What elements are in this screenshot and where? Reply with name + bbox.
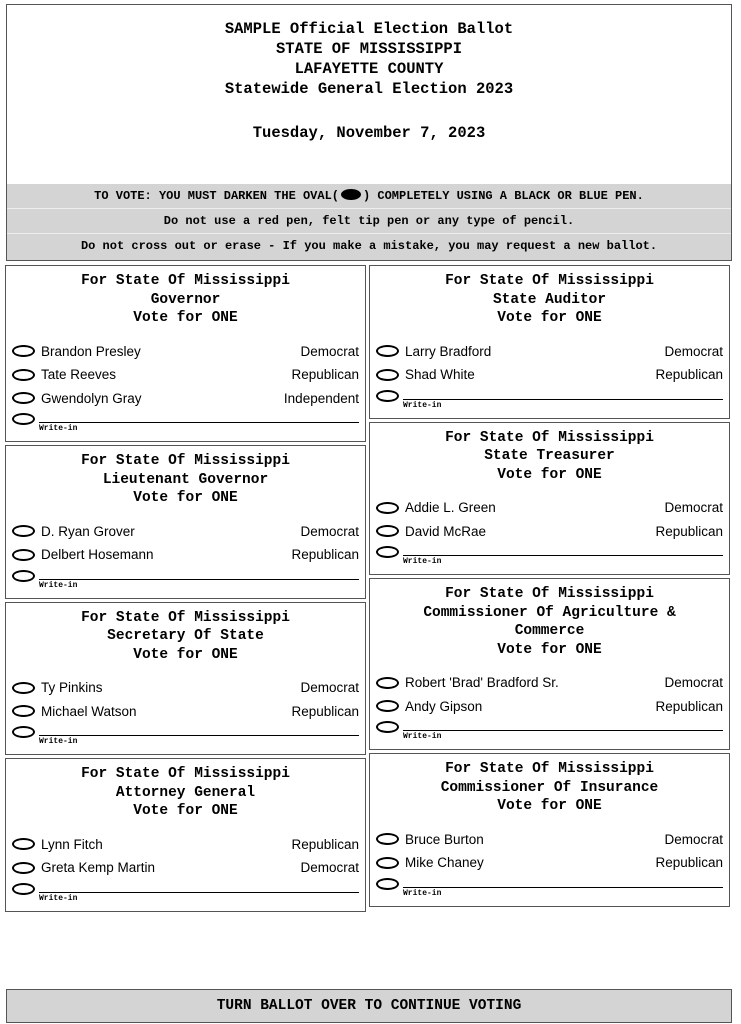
write-in-label: Write-in — [39, 893, 78, 903]
race-box — [5, 758, 366, 912]
race-heading-line: Vote for ONE — [497, 466, 602, 483]
race-box — [5, 265, 366, 442]
candidate-row[interactable] — [370, 496, 729, 520]
candidate-party: Democrat — [300, 343, 359, 359]
race-heading-line: For State Of Mississippi — [81, 609, 290, 626]
instruction-line-2: Do not use a red pen, felt tip pen or any type of pencil. — [7, 209, 731, 234]
candidate-party: Independent — [283, 390, 359, 406]
candidate-party: Democrat — [664, 500, 723, 516]
race-heading — [370, 754, 729, 816]
candidate-row[interactable] — [6, 856, 365, 880]
ballot-date: Tuesday, November 7, 2023 — [252, 124, 486, 142]
ballot-county: LAFAYETTE COUNTY — [294, 60, 444, 78]
candidate-name: Tate Reeves — [41, 367, 117, 383]
write-in-line[interactable] — [39, 735, 359, 736]
candidate-party: Republican — [655, 698, 723, 714]
candidate-row[interactable] — [6, 387, 365, 411]
vote-oval[interactable] — [12, 369, 35, 381]
race-heading-line: For State Of Mississippi — [445, 429, 654, 446]
write-in-row[interactable] — [6, 410, 365, 441]
left-column — [5, 265, 366, 915]
candidate-name: Greta Kemp Martin — [41, 860, 156, 876]
candidate-list — [6, 520, 365, 567]
write-in-oval[interactable] — [376, 546, 399, 558]
race-heading-line: Vote for ONE — [497, 310, 602, 326]
candidate-party: Republican — [291, 836, 359, 852]
candidate-name: Brandon Presley — [41, 343, 141, 359]
voting-instructions — [6, 184, 732, 261]
candidate-row[interactable] — [6, 543, 365, 567]
candidate-name: Andy Gipson — [405, 698, 483, 714]
race-heading-line: Vote for ONE — [133, 310, 238, 326]
race-heading — [370, 579, 729, 659]
candidate-party: Republican — [291, 547, 359, 563]
race-heading — [6, 603, 365, 665]
candidate-party: Republican — [655, 367, 723, 383]
candidate-list — [370, 340, 729, 387]
ballot-title: SAMPLE Official Election Ballot — [224, 20, 514, 38]
candidate-name: Shad White — [405, 367, 475, 383]
race-heading — [6, 446, 365, 508]
candidate-row[interactable] — [370, 828, 729, 852]
candidate-row[interactable] — [6, 676, 365, 700]
race-heading — [370, 423, 729, 485]
write-in-row[interactable] — [370, 387, 729, 418]
instruction-line-3: Do not cross out or erase - If you make a mistake, you may request a new ballot. — [80, 239, 658, 253]
race-heading-line: State Treasurer — [484, 448, 615, 464]
write-in-oval[interactable] — [12, 413, 35, 425]
race-heading — [6, 266, 365, 328]
write-in-oval[interactable] — [376, 721, 399, 733]
race-heading-line: For State Of Mississippi — [445, 586, 654, 602]
candidate-list — [6, 833, 365, 880]
candidate-row[interactable] — [370, 363, 729, 387]
race-heading-line: Lieutenant Governor — [102, 471, 269, 488]
filled-oval-icon — [341, 189, 361, 200]
write-in-row[interactable] — [370, 543, 729, 574]
ballot-header — [6, 4, 732, 185]
candidate-name: David McRae — [405, 523, 487, 539]
write-in-row[interactable] — [370, 718, 729, 749]
candidate-name: Michael Watson — [41, 703, 137, 719]
candidate-name: Delbert Hosemann — [41, 547, 154, 563]
write-in-label: Write-in — [403, 888, 442, 898]
race-heading-line: Commissioner Of Agriculture & — [423, 604, 676, 621]
write-in-line[interactable] — [39, 579, 359, 580]
candidate-list — [6, 340, 365, 411]
write-in-line[interactable] — [403, 887, 723, 888]
candidate-row[interactable] — [370, 340, 729, 364]
vote-oval[interactable] — [12, 682, 35, 694]
race-heading-line: Vote for ONE — [497, 798, 602, 814]
candidate-party: Democrat — [300, 860, 359, 876]
write-in-oval[interactable] — [376, 878, 399, 890]
candidate-party: Democrat — [664, 343, 723, 359]
race-box — [5, 445, 366, 599]
vote-oval[interactable] — [376, 857, 399, 869]
write-in-line[interactable] — [403, 399, 723, 400]
candidate-name: D. Ryan Grover — [41, 523, 135, 539]
race-box — [369, 422, 730, 576]
candidate-row[interactable] — [370, 671, 729, 695]
candidate-party: Republican — [655, 855, 723, 871]
candidate-list — [370, 496, 729, 543]
candidate-name: Mike Chaney — [405, 855, 484, 871]
write-in-row[interactable] — [6, 880, 365, 911]
race-box — [369, 753, 730, 907]
race-heading-line: Governor — [150, 291, 221, 308]
vote-oval[interactable] — [376, 502, 399, 514]
turn-over-banner: TURN BALLOT OVER TO CONTINUE VOTING — [6, 989, 732, 1023]
vote-oval[interactable] — [12, 525, 35, 537]
vote-oval[interactable] — [376, 525, 399, 537]
write-in-oval[interactable] — [12, 883, 35, 895]
vote-oval[interactable] — [12, 392, 35, 404]
candidate-list — [6, 676, 365, 723]
write-in-row[interactable] — [6, 723, 365, 754]
right-column — [369, 265, 730, 910]
candidate-party: Republican — [291, 367, 359, 383]
race-heading-line: For State Of Mississippi — [81, 766, 290, 782]
race-heading-line: Commissioner Of Insurance — [440, 779, 659, 796]
vote-oval[interactable] — [376, 369, 399, 381]
race-heading-line: Commerce — [514, 623, 585, 639]
race-heading-line: For State Of Mississippi — [445, 761, 654, 777]
vote-oval[interactable] — [12, 705, 35, 717]
candidate-row[interactable] — [370, 695, 729, 719]
candidate-party: Democrat — [664, 675, 723, 691]
candidate-name: Gwendolyn Gray — [41, 390, 142, 406]
write-in-line[interactable] — [403, 555, 723, 556]
race-heading-line: State Auditor — [492, 291, 607, 308]
candidate-row[interactable] — [6, 700, 365, 724]
candidate-row[interactable] — [6, 363, 365, 387]
race-heading-line: Vote for ONE — [133, 490, 238, 506]
candidate-party: Democrat — [300, 680, 359, 696]
write-in-row[interactable] — [370, 875, 729, 906]
race-heading-line: For State Of Mississippi — [445, 273, 654, 289]
vote-oval[interactable] — [12, 838, 35, 850]
write-in-label: Write-in — [403, 557, 442, 566]
write-in-row[interactable] — [6, 567, 365, 598]
race-heading-line: Attorney General — [115, 784, 256, 801]
candidate-name: Ty Pinkins — [41, 680, 103, 696]
write-in-line[interactable] — [403, 730, 723, 731]
ballot-election: Statewide General Election 2023 — [224, 80, 514, 98]
write-in-label: Write-in — [39, 737, 78, 746]
candidate-party: Republican — [655, 523, 723, 539]
candidate-row[interactable] — [6, 340, 365, 364]
write-in-label: Write-in — [39, 580, 78, 590]
instruction-line-1: TO VOTE: YOU MUST DARKEN THE OVAL( ) COMPLETELY USING A BLACK OR BLUE PEN. — [7, 184, 731, 209]
candidate-row[interactable] — [6, 833, 365, 857]
candidate-name: Addie L. Green — [405, 500, 496, 516]
race-heading-line: Vote for ONE — [497, 641, 602, 658]
write-in-label: Write-in — [403, 732, 442, 741]
candidate-list — [370, 671, 729, 718]
vote-oval[interactable] — [12, 549, 35, 561]
race-heading — [370, 266, 729, 328]
race-heading-line: Secretary Of State — [107, 628, 264, 644]
write-in-label: Write-in — [403, 400, 442, 410]
vote-oval[interactable] — [376, 700, 399, 712]
vote-oval[interactable] — [12, 345, 35, 357]
write-in-label: Write-in — [39, 424, 78, 433]
candidate-name: Bruce Burton — [405, 831, 484, 847]
race-heading-line: For State Of Mississippi — [81, 273, 290, 289]
race-box — [369, 578, 730, 750]
race-box — [369, 265, 730, 419]
vote-oval[interactable] — [12, 862, 35, 874]
candidate-list — [370, 828, 729, 875]
write-in-line[interactable] — [39, 422, 359, 423]
write-in-oval[interactable] — [12, 726, 35, 738]
candidate-name: Robert 'Brad' Bradford Sr. — [405, 675, 559, 691]
vote-oval[interactable] — [376, 677, 399, 689]
race-box — [5, 602, 366, 756]
candidate-party: Republican — [291, 703, 359, 719]
candidate-row[interactable] — [370, 851, 729, 875]
race-heading-line: Vote for ONE — [133, 646, 238, 663]
race-heading — [6, 759, 365, 821]
race-heading-line: For State Of Mississippi — [81, 453, 290, 469]
candidate-row[interactable] — [370, 520, 729, 544]
candidate-name: Lynn Fitch — [41, 836, 103, 852]
write-in-oval[interactable] — [376, 390, 399, 402]
candidate-name: Larry Bradford — [405, 343, 492, 359]
candidate-row[interactable] — [6, 520, 365, 544]
vote-oval[interactable] — [376, 345, 399, 357]
candidate-party: Democrat — [300, 523, 359, 539]
write-in-oval[interactable] — [12, 570, 35, 582]
race-heading-line: Vote for ONE — [133, 803, 238, 819]
vote-oval[interactable] — [376, 833, 399, 845]
candidate-party: Democrat — [664, 831, 723, 847]
ballot-state: STATE OF MISSISSIPPI — [275, 40, 463, 58]
write-in-line[interactable] — [39, 892, 359, 893]
